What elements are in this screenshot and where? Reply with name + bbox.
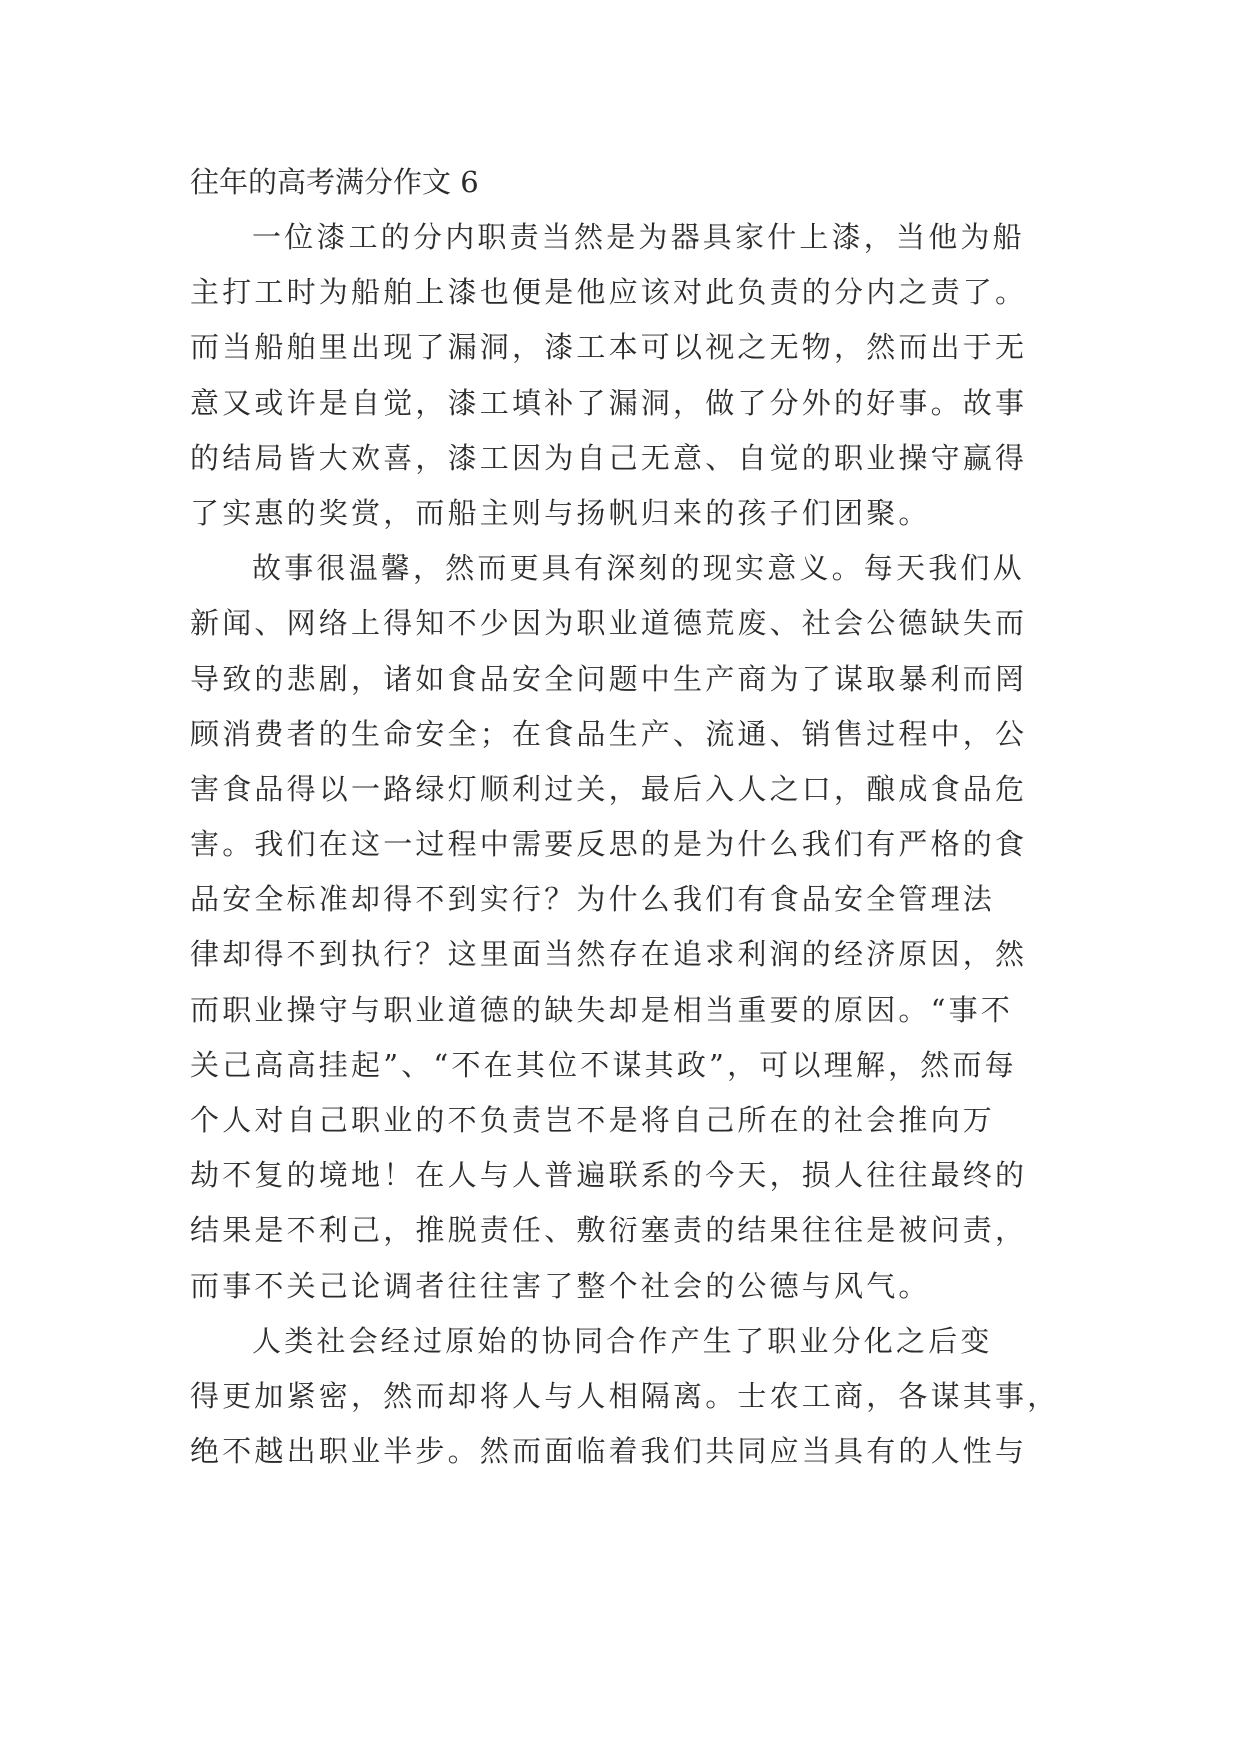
text-line: 了实惠的奖赏，而船主则与扬帆归来的孩子们团聚。	[190, 495, 931, 530]
text-line: 导致的悲剧，诸如食品安全问题中生产商为了谋取暴利而罔	[190, 661, 1028, 696]
text-line: 的结局皆大欢喜，漆工因为自己无意、自觉的职业操守赢得	[190, 440, 1028, 475]
text-line: 品安全标准却得不到实行？为什么我们有食品安全管理法	[190, 882, 996, 917]
paragraph-3	[190, 1314, 1060, 1480]
text-line: 害食品得以一路绿灯顺利过关，最后入人之口，酿成食品危	[190, 771, 1028, 806]
text-line: 人类社会经过原始的协同合作产生了职业分化之后变	[252, 1323, 993, 1358]
paragraph-1	[190, 210, 1050, 541]
text-line: 而职业操守与职业道德的缺失却是相当重要的原因。“事不	[190, 992, 1014, 1027]
text-line: 一位漆工的分内职责当然是为器具家什上漆，当他为船	[252, 220, 1025, 254]
text-line: 绝不越出职业半步。然而面临着我们共同应当具有的人性与	[190, 1434, 1028, 1469]
text-line: 故事很温馨，然而更具有深刻的现实意义。每天我们从	[252, 551, 1025, 586]
text-line: 而当船舶里出现了漏洞，漆工本可以视之无物，然而出于无	[190, 330, 1028, 365]
text-line: 关己高高挂起”、“不在其位不谋其政”，可以理解，然而每	[190, 1047, 1017, 1082]
text-line: 而事不关己论调者往往害了整个社会的公德与风气。	[190, 1268, 931, 1303]
text-line: 主打工时为船舶上漆也便是他应该对此负责的分内之责了。	[190, 275, 1028, 310]
text-line: 律却得不到执行？这里面当然存在追求利润的经济原因，然	[190, 937, 1028, 972]
text-line: 新闻、网络上得知不少因为职业道德荒废、社会公德缺失而	[190, 606, 1028, 641]
text-line: 意又或许是自觉，漆工填补了漏洞，做了分外的好事。故事	[190, 385, 1028, 420]
text-line: 顾消费者的生命安全；在食品生产、流通、销售过程中，公	[190, 716, 1028, 751]
text-line: 劫不复的境地！在人与人普遍联系的今天，损人往往最终的	[190, 1158, 1028, 1193]
text-line: 结果是不利己，推脱责任、敷衍塞责的结果往往是被问责，	[190, 1213, 1028, 1248]
paragraph-2	[190, 541, 1050, 1314]
document-title: 往年的高考满分作文 6	[190, 165, 479, 199]
text-line: 得更加紧密，然而却将人与人相隔离。士农工商，各谋其事，	[190, 1378, 1060, 1413]
text-line: 个人对自己职业的不负责岂不是将自己所在的社会推向万	[190, 1103, 996, 1137]
document-body	[190, 155, 1060, 1479]
text-line: 害。我们在这一过程中需要反思的是为什么我们有严格的食	[190, 827, 1028, 862]
